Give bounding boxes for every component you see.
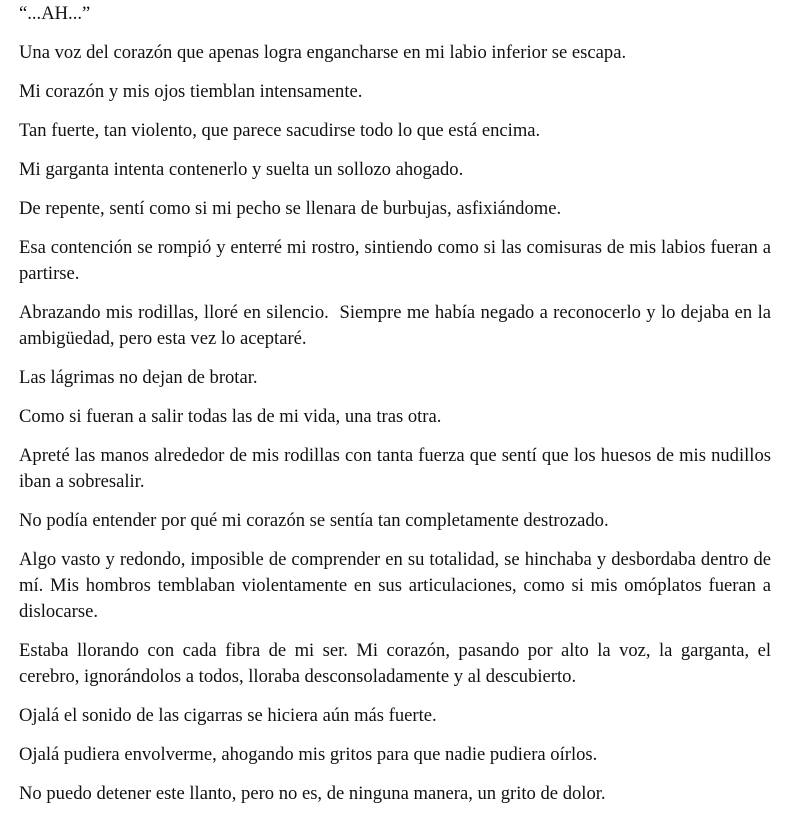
paragraph-14: Estaba llorando con cada fibra de mi ser. Mi corazón, pasando por alto la voz, la garganta, el cerebro, ignorándolos a todos, lloraba desconsoladamente y al descubierto. [19, 640, 771, 687]
paragraph-1: “...AH...” [19, 3, 91, 24]
paragraph-6: De repente, sentí como si mi pecho se llenara de burbujas, asfixiándome. [19, 198, 562, 219]
paragraph-10: Como si fueran a salir todas las de mi vida, una tras otra. [19, 406, 442, 427]
paragraph-17: No puedo detener este llanto, pero no es, de ninguna manera, un grito de dolor. [19, 783, 606, 804]
paragraph-16: Ojalá pudiera envolverme, ahogando mis gritos para que nadie pudiera oírlos. [19, 744, 598, 765]
paragraph-8: Abrazando mis rodillas, lloré en silencio. Siempre me había negado a reconocerlo y lo dejaba en la ambigüedad, pero esta vez lo aceptaré. [19, 302, 776, 349]
paragraph-3: Mi corazón y mis ojos tiemblan intensamente. [19, 81, 363, 102]
paragraph-9: Las lágrimas no dejan de brotar. [19, 367, 258, 388]
paragraph-2: Una voz del corazón que apenas logra engancharse en mi labio inferior se escapa. [19, 42, 627, 63]
paragraph-11: Apreté las manos alrededor de mis rodillas con tanta fuerza que sentí que los huesos de mis nudillos iban a sobresalir. [19, 445, 771, 492]
document-page [19, 0, 776, 820]
paragraph-13: Algo vasto y redondo, imposible de comprender en su totalidad, se hinchaba y desbordaba dentro de mí. Mis hombros temblaban violentamente en sus articulaciones, como si mis omóplatos fueran a dislocarse. [19, 549, 771, 622]
paragraph-4: Tan fuerte, tan violento, que parece sacudirse todo lo que está encima. [19, 120, 541, 141]
paragraph-12: No podía entender por qué mi corazón se sentía tan completamente destrozado. [19, 510, 609, 531]
paragraph-15: Ojalá el sonido de las cigarras se hiciera aún más fuerte. [19, 705, 437, 726]
paragraph-7: Esa contención se rompió y enterré mi rostro, sintiendo como si las comisuras de mis labios fueran a partirse. [19, 237, 771, 284]
paragraph-5: Mi garganta intenta contenerlo y suelta un sollozo ahogado. [19, 159, 464, 180]
